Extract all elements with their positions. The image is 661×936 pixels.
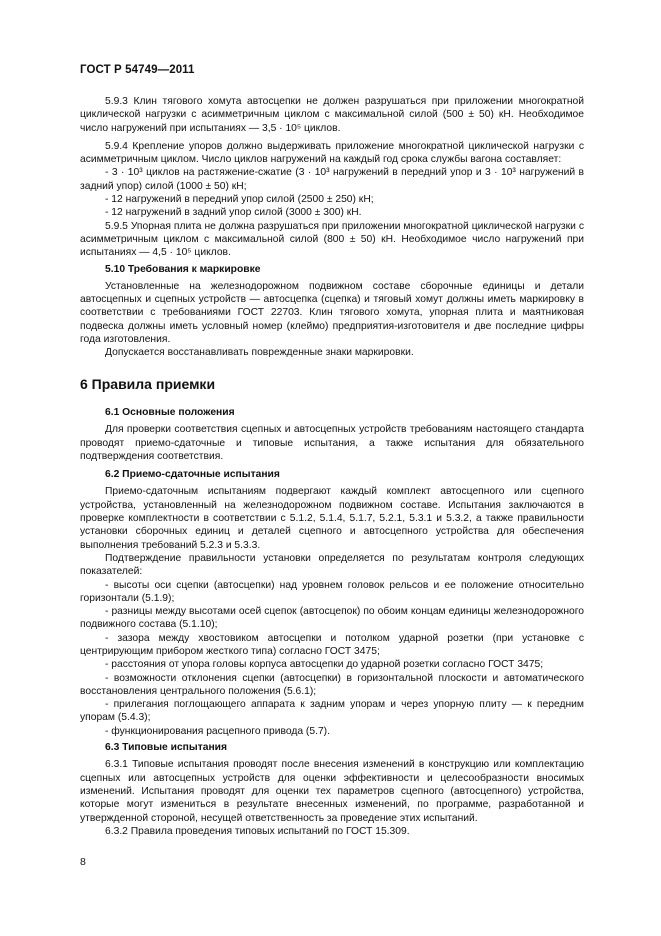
- list-item: - расстояния от упора головы корпуса автосцепки до ударной розетки согласно ГОСТ 3475;: [105, 659, 544, 671]
- paragraph-5-10-marking: Установленные на железнодорожном подвижном составе сборочные единицы и детали автосцепных и сцепных устройств — автосцепка (сцепка) и тяговый хомут должны иметь маркировку в соответствии с требованиями ГОСТ 22703. Клин тягового хомута, упорная плита и маятниковая подвеска должны иметь условный номер (клеймо) предприятия-изготовителя и две последние цифры года изготовления.: [80, 280, 584, 346]
- paragraph-5-9-3: 5.9.3 Клин тягового хомута автосцепки не должен разрушаться при приложении многократной циклической нагрузки с асимметричным циклом с максимальной силой (500 ± 50) кН. Необходимое число нагружений при испытаниях — 3,5 · 10⁵ циклов.: [80, 96, 584, 134]
- section-heading-6-1: 6.1 Основные положения: [105, 406, 235, 418]
- paragraph-5-9-5: 5.9.5 Упорная плита не должна разрушаться при приложении многократной циклической нагрузки с асимметричным циклом с максимальной силой (800 ± 50) кН. Необходимое число нагружений при испытаниях — 4,5 · 10⁵ циклов.: [80, 220, 584, 259]
- list-item: - функционирования расцепного привода (5.7).: [105, 725, 330, 737]
- list-item: - зазора между хвостовиком автосцепки и потолком ударной розетки (при установке с центрирующим прибором жесткого типа) согласно ГОСТ 3475;: [80, 632, 584, 657]
- section-heading-6-2: 6.2 Приемо-сдаточные испытания: [105, 469, 280, 481]
- section-heading-6-3: 6.3 Типовые испытания: [105, 742, 228, 754]
- paragraph-5-9-4: 5.9.4 Крепление упоров должно выдерживать приложение многократной циклической нагрузки с асимметричным циклом. Число циклов нагружений на каждый год срока службы вагона составляет:: [80, 140, 584, 166]
- list-item: - прилегания поглощающего аппарата к задним упорам и через упорную плиту — к передним упорам (5.4.3);: [80, 699, 584, 724]
- list-item: - возможности отклонения сцепки (автосцепки) в горизонтальной плоскости и автоматического восстановления центрального положения (5.6.1);: [80, 672, 584, 697]
- section-heading-6: 6 Правила приемки: [80, 375, 216, 392]
- list-item: - 3 · 10³ циклов на растяжение-сжатие (3 · 10³ нагружений в передний упор и 3 · 10³ нагружений в задний упор) силой (1000 ± 50) кН;: [80, 167, 584, 192]
- paragraph-6-2-confirmation: Подтверждение правильности установки определяется по результатам контроля следующих показателей:: [80, 552, 584, 578]
- paragraph-6-3-2: 6.3.2 Правила проведения типовых испытаний по ГОСТ 15.309.: [105, 825, 410, 837]
- paragraph-6-2-acceptance: Приемо-сдаточным испытаниям подвергают каждый комплект автосцепного или сцепного устройства, установленный на железнодорожном подвижном составе. Испытания заключаются в проверке комплектности в соответствии с 5.1.2, 5.1.4, 5.1.7, 5.2.1, 5.3.1 и 5.3.2, а также правильности установки сборочных единиц и деталей сцепного и автосцепного устройства для обеспечения выполнения требований 5.2.3 и 5.3.3.: [80, 486, 584, 551]
- paragraph-6-3-1: 6.3.1 Типовые испытания проводят после внесения изменений в конструкцию или комплектацию сцепных или автосцепных устройств для оценки эффективности и целесообразности вносимых изменений. Испытания проводят для оценки тех параметров сцепного (автосцепного) устройства, которые могут измениться в результате внесенных изменений, по программе, разработанной и утвержденной стороной, несущей ответственность за проведение этих испытаний.: [80, 759, 584, 824]
- list-item: - 12 нагружений в задний упор силой (3000 ± 300) кН.: [105, 207, 362, 219]
- paragraph-5-10-restore: Допускается восстанавливать поврежденные знаки маркировки.: [105, 347, 414, 359]
- page-number: 8: [80, 856, 86, 868]
- document-header: ГОСТ Р 54749—2011: [80, 64, 195, 76]
- section-heading-5-10: 5.10 Требования к маркировке: [105, 263, 261, 275]
- paragraph-6-1: Для проверки соответствия сцепных и автосцепных устройств требованиям настоящего стандарта проводят приемо-сдаточные и типовые испытания, а также испытания для обязательного подтверждения соответствия.: [80, 424, 584, 462]
- list-item: - 12 нагружений в передний упор силой (2500 ± 250) кН;: [105, 194, 374, 206]
- list-item: - разницы между высотами осей сцепок (автосцепок) по обоим концам единицы железнодорожного подвижного состава (5.1.10);: [80, 606, 584, 631]
- page-body: [80, 95, 584, 838]
- list-item: - высоты оси сцепки (автосцепки) над уровнем головок рельсов и ее положение относительно горизонтали (5.1.9);: [80, 579, 584, 604]
